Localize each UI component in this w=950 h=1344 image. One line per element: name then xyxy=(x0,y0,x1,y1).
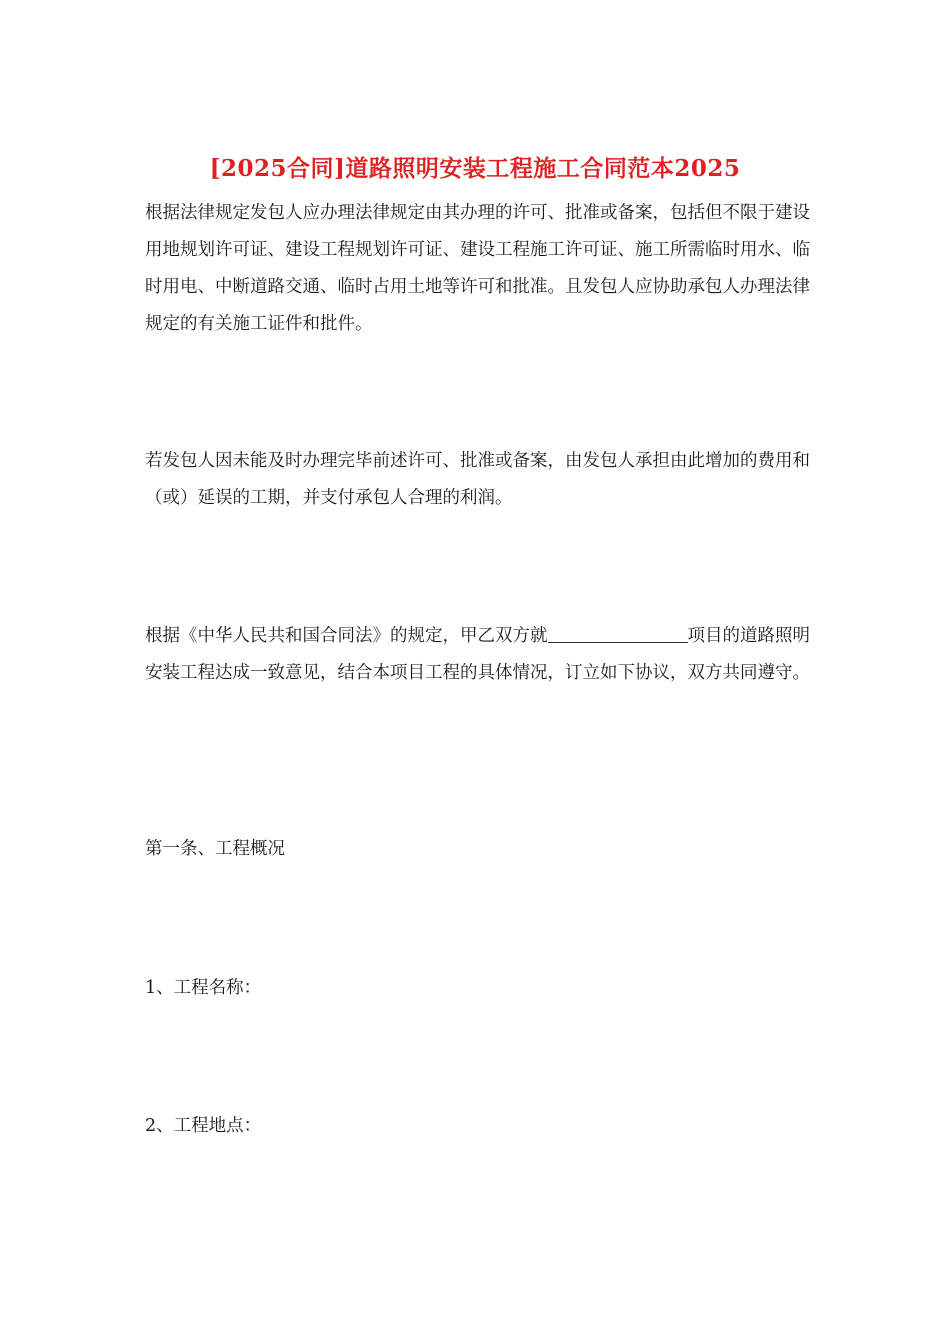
agreement-text-start: 根据《中华人民共和国合同法》的规定，甲乙双方就 xyxy=(145,626,548,646)
item-project-location: 2、工程地点： xyxy=(145,1116,262,1136)
document-title: [2025合同]道路照明安装工程施工合同范本2025 xyxy=(209,155,741,182)
project-name-blank xyxy=(548,624,688,643)
paragraph-agreement xyxy=(145,618,810,692)
paragraph-permits: 根据法律规定发包人应办理法律规定由其办理的许可、批准或备案，包括但不限于建设用地规划许可证、建设工程规划许可证、建设工程施工许可证、施工所需临时用水、临时用电、中断道路交通、临时占用土地等许可和批准。且发包人应协助承包人办理法律规定的有关施工证件和批件。 xyxy=(145,203,810,334)
agreement-text-end: 项目的道路照明安装工程达成一致意见，结合本项目工程的具体情况，订立如下协议，双方共同遵守。 xyxy=(145,626,810,683)
paragraph-delay-liability: 若发包人因未能及时办理完毕前述许可、批准或备案，由发包人承担由此增加的费用和（或）延误的工期，并支付承包人合理的利润。 xyxy=(145,451,810,508)
item-project-name: 1、工程名称： xyxy=(145,978,262,998)
article-1-heading: 第一条、工程概况 xyxy=(145,839,285,859)
